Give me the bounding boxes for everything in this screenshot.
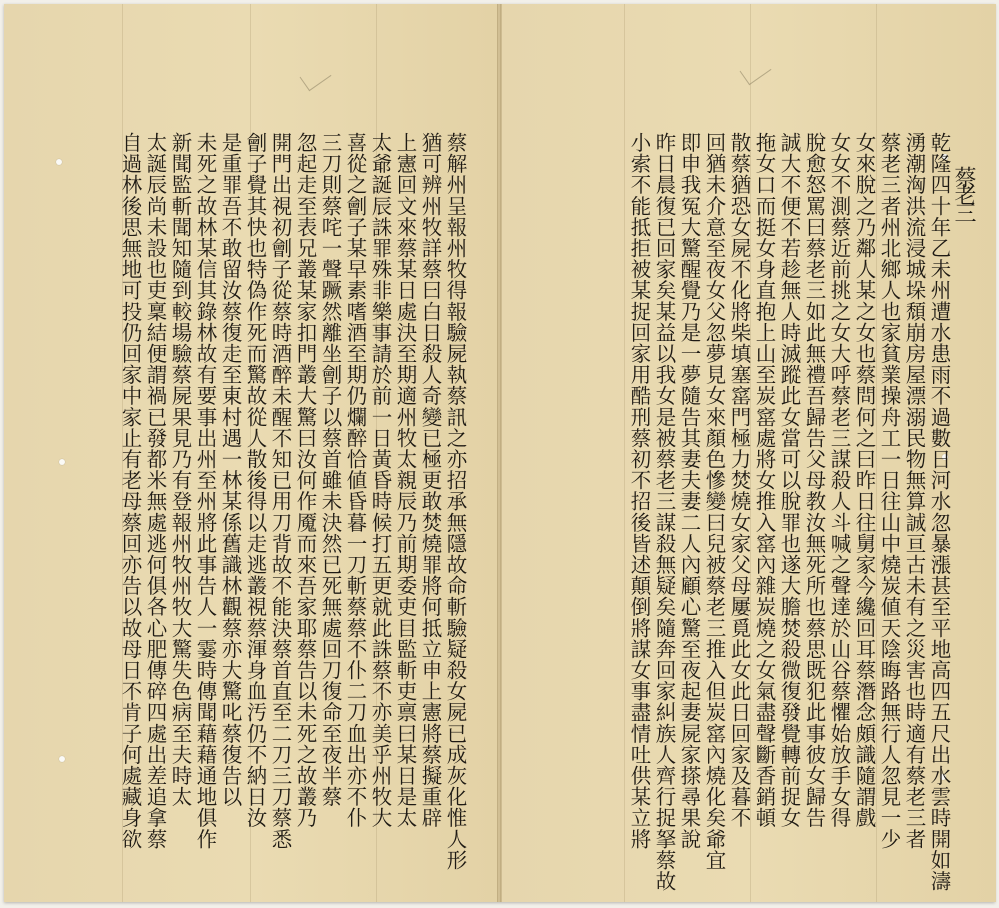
text-column: 女來脫之乃鄰人某之女也蔡問何之曰昨日往舅家今纔回耳蔡潛念頗識隨謂戲 xyxy=(852,132,876,829)
text-column: 猶可辨州牧詳蔡曰白日殺人奇變已極更敢焚燒罪將何抵立申上憲將蔡擬重辟 xyxy=(418,132,442,829)
text-column: 未死之故林某信其錄林故有要事出州至州將此事告人一霎時傳聞藉藉通地俱作 xyxy=(193,132,217,850)
text-column: 開門出視初劊子從蔡時酒醉未醒不知已用刀背故不能決蔡首直至二刀三刀蔡悉 xyxy=(268,132,292,850)
text-column: 劊子覺其快也特偽作死而驚故從人散後得以走逃叢視蔡渾身血汚仍不納日汝 xyxy=(243,132,267,829)
text-column: 回猶未介意至夜女父忽夢見女來顏色慘變曰兒被蔡老三推入但炭窰內燒化矣爺宜 xyxy=(702,132,726,871)
text-column: 新聞監斬聞知隨到較場驗蔡屍果見乃有登報州牧州牧大驚失色病至夫時太 xyxy=(168,132,192,808)
text-column: 散蔡猶恐女屍不化將柴填塞窰門極力焚燒女家父母屢覓此女此日回家及暮不 xyxy=(727,132,751,829)
text-column: 女女不測蔡近前挑之女大呼蔡老三謀殺人斗喊之聲達於山谷蔡懼始放手女得 xyxy=(827,132,851,829)
text-column: 三刀則蔡咤一聲蹶然離坐劊子以蔡首雖未決然已死無處回刀復命至夜半蔡 xyxy=(318,132,342,808)
text-column: 喜從之劊子某早素嗜酒至期仍爛醉恰値昏暮一刀斬蔡蔡不仆二刀血出亦不仆 xyxy=(343,132,367,829)
text-column: 上憲回文來蔡某日處決至期適州牧太親辰乃前期委吏目監斬吏禀曰某日是太 xyxy=(393,132,417,829)
text-column: 昨日晨復已回家矣某益以我女是被蔡老三謀殺無疑矣隨奔回家糾族人齊行捉拏蔡故 xyxy=(652,132,676,892)
text-column: 脫愈怒罵曰蔡老三如此無禮吾歸告父母教汝無死所也蔡思既犯此事彼女歸告 xyxy=(802,132,826,829)
text-column: 忽起走至表兄叢某家扣門叢大驚曰汝何作魇而來吾家耶蔡告以未死之故叢乃 xyxy=(293,132,317,829)
open-book-spread xyxy=(4,4,995,902)
text-column: 湧潮洶洪流浸城垛頹崩房屋漂溺民物無算誠亘古未有之災害也時適有蔡老三者 xyxy=(902,132,926,850)
text-column: 蔡解州呈報州牧得報驗屍執蔡訊之亦招承無隱故命斬驗疑殺女屍已成灰化惟人形 xyxy=(443,132,467,871)
text-column: 即申我冤大驚醒覺乃是一夢隨告其妻夫妻二人內顧心驚至夜起妻屍家搽尋果說 xyxy=(677,132,701,850)
text-column: 太爺誕辰誅罪殊非樂事請於前一日黃昏時候打五更就此誅蔡不亦美乎州牧大 xyxy=(368,132,392,829)
left-page xyxy=(4,4,498,902)
text-column: 是重罪吾不敢留汝蔡復走至東村遇一林某係舊識林觀蔡亦大驚叱蔡復告以 xyxy=(218,132,242,808)
text-column: 小索不能抵拒被某捉回家用酷刑蔡初不招後皆述顛倒將謀女事盡情吐供某立將 xyxy=(627,132,651,850)
text-column: 拖女口而挺女身直抱上山至炭窰處將女推入窰內雜炭燒之女氣盡聲斷香銷頓 xyxy=(752,132,776,829)
right-page-text xyxy=(536,4,976,902)
right-page xyxy=(501,4,996,902)
text-column: 蔡老三者州北鄉人也家貧業操舟工一日往山中燒炭値天陰晦路無行人忽見一少 xyxy=(877,132,901,850)
text-column: 太誕辰尚未設也吏稟結便謂禍已發都米無處逃何俱各心肥傳碎四處出差追拿蔡 xyxy=(143,132,167,850)
left-page-text xyxy=(47,4,467,902)
chapter-title: 蔡老三 xyxy=(951,166,976,220)
text-column: 自過林後思無地可投仍回家中家止有老母蔡回亦告以故母日不肯子何處藏身欲 xyxy=(118,132,142,850)
text-column: 誠大不便不若趁無人時滅蹤此女當可以脫罪也遂大膽焚殺微復發覺轉前捉女 xyxy=(777,132,801,829)
text-column: 乾隆四十年乙未州遭水患雨不過數日河水忽暴漲甚至平地高四五尺出水雲時開如濤 xyxy=(927,132,951,892)
